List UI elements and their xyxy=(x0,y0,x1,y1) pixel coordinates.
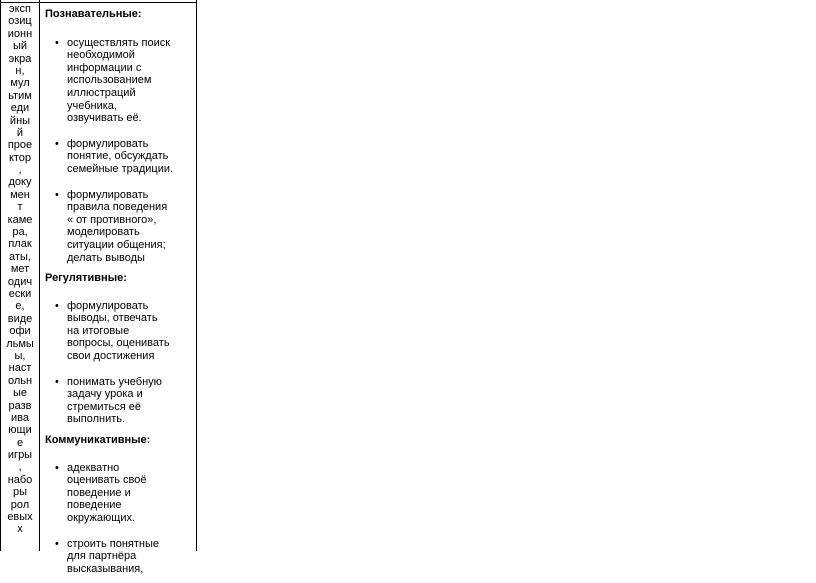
bullet-list xyxy=(45,300,195,426)
table-left-border xyxy=(0,0,1,551)
equipment-text-line: ески xyxy=(8,287,32,300)
equipment-text-line: е, xyxy=(15,300,25,313)
equipment-text-line: экра xyxy=(8,52,32,65)
section-heading: Регулятивные: xyxy=(45,272,127,285)
equipment-text-line: ра, xyxy=(12,226,28,239)
section-heading: Познавательные: xyxy=(45,8,142,20)
equipment-text-line: ьтим xyxy=(8,89,32,102)
bullet-item xyxy=(45,538,195,576)
bullet-item-line: на итоговые xyxy=(67,324,130,337)
equipment-text-line: ионн xyxy=(7,27,33,40)
equipment-text-line: ы, xyxy=(14,349,26,362)
bullet-item-line: семейные традиции. xyxy=(67,162,174,175)
bullet-item-line: • формулировать xyxy=(67,188,149,201)
equipment-text-line: ольн xyxy=(7,374,33,387)
equipment-text-line: ющи xyxy=(8,424,32,437)
equipment-text-line: льмы xyxy=(6,337,34,350)
bullet-item xyxy=(45,37,195,125)
equipment-text-line: мет xyxy=(10,263,30,276)
equipment-text-line: офи xyxy=(9,325,31,338)
bullet-item-line: информации с xyxy=(67,61,142,74)
equipment-text-line: ктор xyxy=(8,151,32,164)
equipment-text-line: виде xyxy=(7,312,33,325)
bullet-item xyxy=(45,462,195,525)
bullet-item xyxy=(45,138,195,176)
bullet-item-line: • понимать учебную xyxy=(67,375,162,388)
bullet-item-line: озвучивать её. xyxy=(67,112,142,125)
bullet-item-line: оценивать своё xyxy=(67,474,147,487)
equipment-text-line: плак xyxy=(8,238,32,251)
equipment-text-line: эксп xyxy=(8,3,31,15)
equipment-text-line: т xyxy=(17,201,23,214)
section-heading: Коммуникативные: xyxy=(45,434,151,447)
equipment-text-line: н, xyxy=(15,64,25,77)
bullet-item-line: поведение и xyxy=(67,486,131,499)
equipment-text-line: одич xyxy=(7,275,33,288)
bullet-item xyxy=(45,300,195,363)
bullet-item-line: высказывания, xyxy=(67,562,144,575)
equipment-text-line: набо xyxy=(7,473,33,486)
bullet-item-line: понятие, обсуждать xyxy=(67,150,169,163)
bullet-item-line: • формулировать xyxy=(67,137,149,150)
equipment-text-line: ры xyxy=(12,486,28,499)
equipment-text-line: х xyxy=(17,523,23,536)
bullet-item-line: учебника, xyxy=(67,99,117,112)
equipment-text-line: ые xyxy=(12,387,28,400)
equipment-text-line: разв xyxy=(8,399,32,412)
equipment-text-line: аты, xyxy=(9,250,31,263)
bullet-item-line: поведение xyxy=(67,499,122,512)
equipment-text-line: наст xyxy=(8,362,32,375)
bullet-item-line: • адекватно xyxy=(67,461,120,474)
equipment-text-line: , xyxy=(18,461,22,474)
bullet-item-line: иллюстраций xyxy=(67,86,136,99)
bullet-item-line: • осуществлять поиск xyxy=(67,36,171,49)
bullet-item-line: моделировать xyxy=(67,226,140,239)
column-divider xyxy=(39,0,40,551)
bullet-item-line: делать выводы xyxy=(67,251,145,264)
bullet-list xyxy=(45,37,195,265)
bullet-item-line: ситуации общения; xyxy=(67,238,166,251)
equipment-text-line: , xyxy=(18,164,22,177)
equipment-text-line: й xyxy=(16,126,24,139)
equipment-text-line: ива xyxy=(11,411,29,424)
equipment-text-line: каме xyxy=(7,213,33,226)
equipment-text-line: мул xyxy=(10,77,30,90)
equipment-text-line: ый xyxy=(12,40,28,53)
bullet-item-line: выводы, отвечать xyxy=(67,312,158,325)
equipment-text-line: игры xyxy=(7,449,33,462)
table-right-border xyxy=(196,0,197,551)
bullet-item xyxy=(45,376,195,426)
learning-outcomes-column xyxy=(45,8,195,583)
bullet-item-line: необходимой xyxy=(67,49,135,62)
bullet-item-line: задачу урока и xyxy=(67,388,143,401)
equipment-text-line: е xyxy=(16,436,24,449)
equipment-text-line: доку xyxy=(8,176,32,189)
equipment-text-line: йны xyxy=(9,114,31,127)
bullet-item-line: свои достижения xyxy=(67,350,155,363)
bullet-item-line: вопросы, оценивать xyxy=(67,337,170,350)
bullet-item-line: стремиться её xyxy=(67,400,141,413)
bullet-item-line: правила поведения xyxy=(67,201,168,214)
equipment-text-line: мен xyxy=(10,188,30,201)
bullet-item xyxy=(45,189,195,265)
lesson-table xyxy=(0,0,196,575)
bullet-item-line: • строить понятные xyxy=(67,537,159,550)
bullet-item-line: « от противного», xyxy=(67,213,157,226)
bullet-item-line: окружающих. xyxy=(67,512,136,524)
equipment-text-line: еди xyxy=(10,102,30,115)
bullet-item-line: для партнёра xyxy=(67,550,137,563)
bullet-item-line: • формулировать xyxy=(67,299,149,312)
equipment-text-line: рол xyxy=(10,498,30,511)
bullet-item-line: использованием xyxy=(67,74,152,87)
bullet-item-line: выполнить. xyxy=(67,413,126,426)
bullet-list xyxy=(45,462,195,576)
equipment-column xyxy=(4,3,36,536)
equipment-text-line: озиц xyxy=(8,15,32,28)
equipment-text-line: прое xyxy=(7,139,33,152)
equipment-text-line: евых xyxy=(7,511,33,524)
